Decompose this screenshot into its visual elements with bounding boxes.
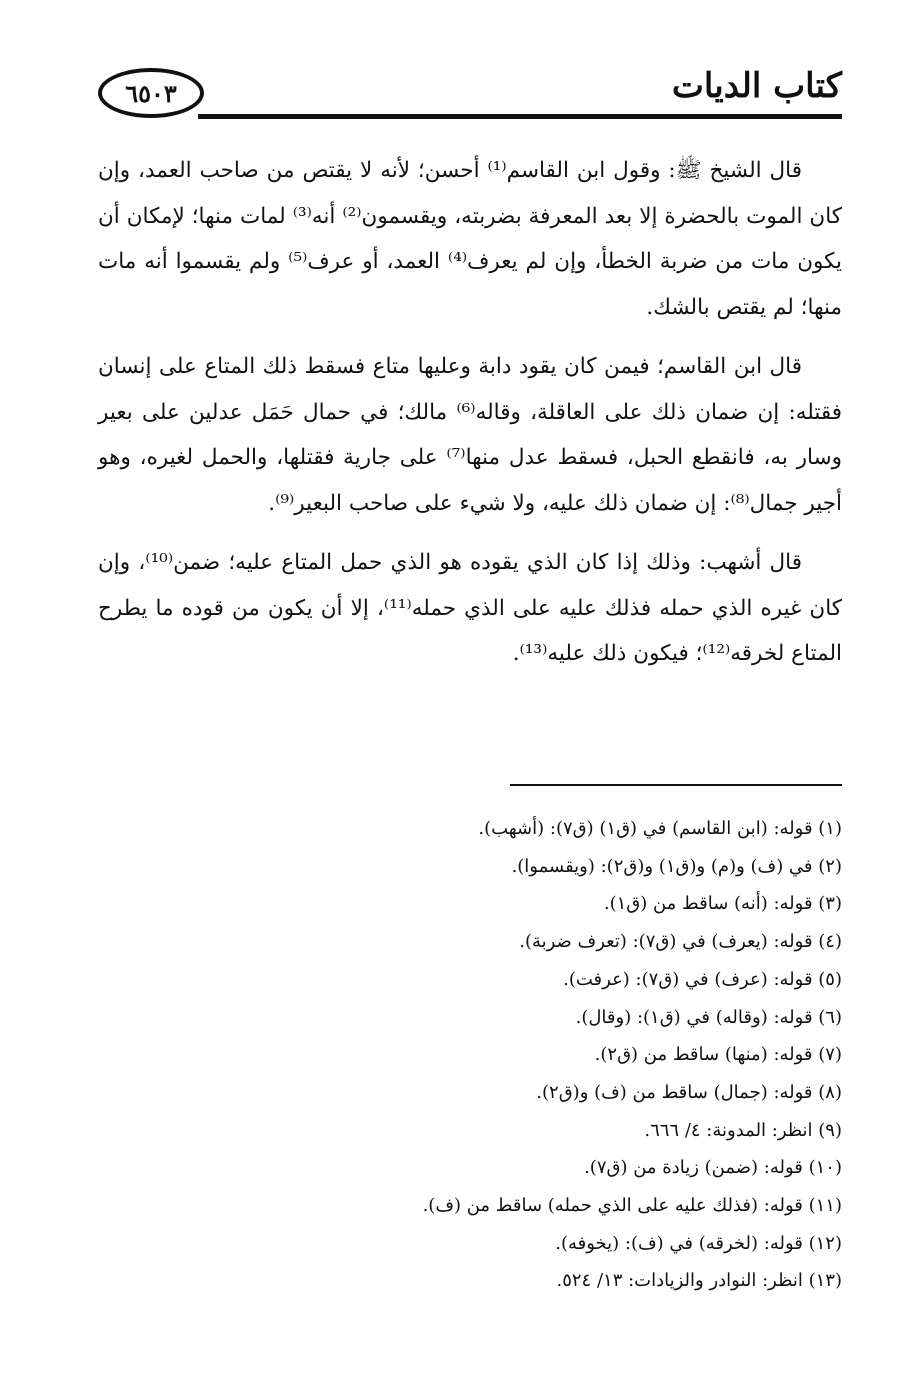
footnote-separator: [510, 784, 842, 786]
main-text: [98, 148, 842, 677]
paragraph-2: قال ابن القاسم؛ فيمن كان يقود دابة وعليها متاع فسقط ذلك المتاع على إنسان فقتله: إن ضمان ذلك على العاقلة، وقاله⁽⁶⁾ مالك؛ في حمال حَمَل عدلين على بعير وسار به، فانقطع الحبل، فسقط عدل منها⁽⁷⁾ على جارية فقتلها، والحمل لغيره، وهو أجير جمال⁽⁸⁾: إن ضمان ذلك عليه، ولا شيء على صاحب البعير⁽⁹⁾.: [98, 354, 842, 516]
page-number-badge: ٦٥٠٣: [98, 68, 204, 118]
footnote-4: (٤) قوله: (يعرف) في (ق٧): (تعرف ضربة).: [519, 931, 842, 953]
paragraph-3: قال أشهب: وذلك إذا كان الذي يقوده هو الذي حمل المتاع عليه؛ ضمن⁽¹⁰⁾، وإن كان غيره الذي حمله فذلك عليه على الذي حمله⁽¹¹⁾، إلا أن يكون من قوده ما يطرح المتاع لخرقه⁽¹²⁾؛ فيكون ذلك عليه⁽¹³⁾.: [98, 550, 842, 666]
footnote-12: (١٢) قوله: (لخرقه) في (ف): (يخوفه).: [555, 1232, 842, 1254]
footnote-6: (٦) قوله: (وقاله) في (ق١): (وقال).: [575, 1006, 842, 1028]
footnote-8: (٨) قوله: (جمال) ساقط من (ف) و(ق٢).: [536, 1081, 842, 1103]
header-rule: [198, 114, 842, 119]
footnote-11: (١١) قوله: (فذلك عليه على الذي حمله) ساقط من (ف).: [422, 1195, 842, 1217]
footnote-7: (٧) قوله: (منها) ساقط من (ق٢).: [594, 1044, 842, 1066]
footnote-13: (١٣) انظر: النوادر والزيادات: ١٣/ ٥٢٤.: [556, 1270, 842, 1292]
footnote-10: (١٠) قوله: (ضمن) زيادة من (ق٧).: [584, 1157, 842, 1179]
footnote-1: (١) قوله: (ابن القاسم) في (ق١) (ق٧): (أشهب).: [478, 818, 842, 839]
footnote-3: (٣) قوله: (أنه) ساقط من (ق١).: [603, 893, 842, 915]
paragraph-1: قال الشيخ ﷺ: وقول ابن القاسم⁽¹⁾ أحسن؛ لأنه لا يقتص من صاحب العمد، وإن كان الموت بالحضرة إلا بعد المعرفة بضربته، ويقسمون⁽²⁾ أنه⁽³⁾ لمات منها؛ لإمكان أن يكون مات من ضربة الخطأ، وإن لم يعرف⁽⁴⁾ العمد، أو عرف⁽⁵⁾ ولم يقسموا أنه مات منها؛ لم يقتص بالشك.: [98, 158, 843, 320]
footnotes: [98, 810, 842, 1300]
footnote-9: (٩) انظر: المدونة: ٤/ ٦٦٦.: [644, 1119, 842, 1141]
page-header: [98, 60, 842, 132]
chapter-title: كتاب الديات: [671, 66, 842, 106]
footnote-5: (٥) قوله: (عرف) في (ق٧): (عرفت).: [563, 968, 842, 990]
footnote-2: (٢) في (ف) و(م) و(ق١) و(ق٢): (ويقسموا).: [511, 855, 842, 877]
